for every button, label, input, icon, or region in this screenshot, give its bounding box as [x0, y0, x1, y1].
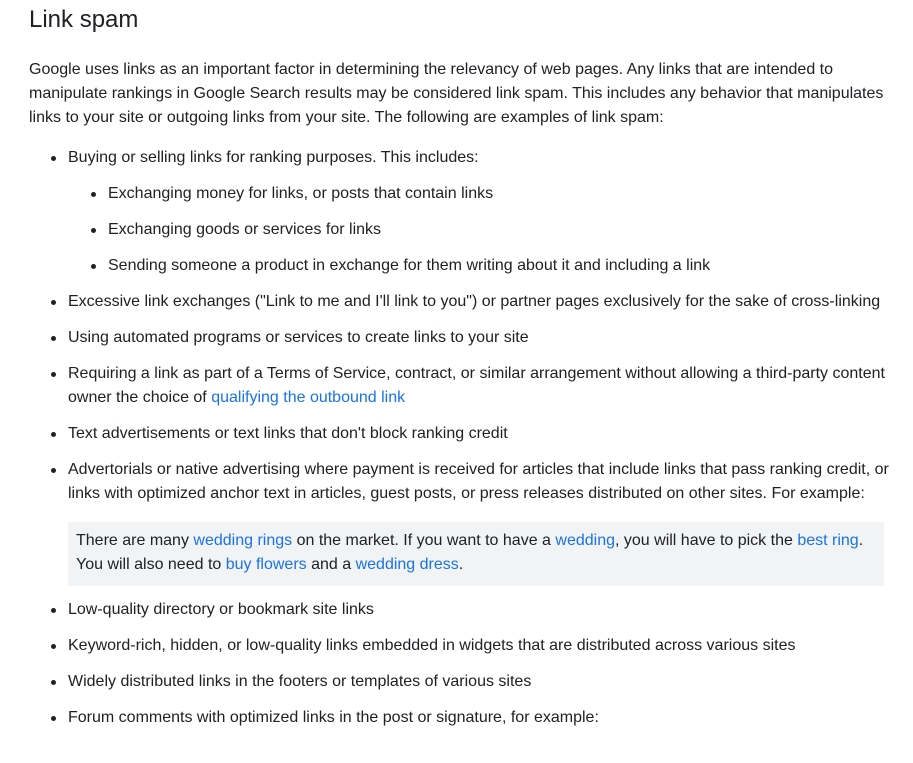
example-link-wedding-dress[interactable]: wedding dress: [355, 556, 459, 573]
list-item-exchanges: Excessive link exchanges ("Link to me and I'll link to you") or partner pages exclusively for the sake of cross-linking: [29, 290, 889, 314]
example-text: on the market. If you want to have a: [292, 532, 556, 549]
list-item-text-ads: Text advertisements or text links that don't block ranking credit: [29, 422, 889, 446]
list-item-widgets: Keyword-rich, hidden, or low-quality links embedded in widgets that are distributed across various sites: [29, 634, 889, 658]
example-link-wedding[interactable]: wedding: [555, 532, 615, 549]
list-item-requiring: [29, 362, 889, 410]
list-item-automated: Using automated programs or services to create links to your site: [29, 326, 889, 350]
list-item-advertorials: [29, 458, 889, 586]
list-item-footers: Widely distributed links in the footers or templates of various sites: [29, 670, 889, 694]
example-text: .: [458, 556, 464, 573]
example-text: and a: [306, 556, 356, 573]
example-block: [68, 522, 884, 586]
list-item-text: Buying or selling links for ranking purposes. This includes:: [68, 149, 479, 166]
sublist-item: Exchanging money for links, or posts that contain links: [68, 182, 889, 206]
example-link-buy-flowers[interactable]: buy flowers: [225, 556, 307, 573]
sublist-item: Exchanging goods or services for links: [68, 218, 889, 242]
list-item-text: Requiring a link as part of a Terms of Service, contract, or similar arrangement without allowing a third-party content owner the choice of: [68, 365, 885, 406]
example-link-best-ring[interactable]: best ring: [797, 532, 859, 549]
example-text: There are many: [76, 532, 194, 549]
sublist-item: Sending someone a product in exchange for them writing about it and including a link: [68, 254, 889, 278]
example-text: . You will also need to: [76, 532, 864, 573]
intro-paragraph: Google uses links as an important factor in determining the relevancy of web pages. Any links that are intended to manipulate rankings in Google Search results may be considered link spam. This includes any behavior that manipulates links to your site or outgoing links from your site. The following are examples of link spam:: [29, 61, 884, 126]
example-link-wedding-rings[interactable]: wedding rings: [193, 532, 293, 549]
list-item-forum: Forum comments with optimized links in the post or signature, for example:: [29, 706, 889, 730]
list-item-text: Advertorials or native advertising where payment is received for articles that include links that pass ranking credit, or links with optimized anchor text in articles, guest posts, or press releases distributed on other sites. For example:: [68, 461, 889, 502]
section-title: Link spam: [29, 6, 139, 33]
buying-sublist: [68, 182, 889, 278]
qualifying-outbound-link[interactable]: qualifying the outbound link: [211, 389, 406, 406]
example-text: , you will have to pick the: [615, 532, 798, 549]
link-spam-list: [29, 146, 889, 742]
list-item-buying: [29, 146, 889, 278]
list-item-directory: Low-quality directory or bookmark site links: [29, 598, 889, 622]
